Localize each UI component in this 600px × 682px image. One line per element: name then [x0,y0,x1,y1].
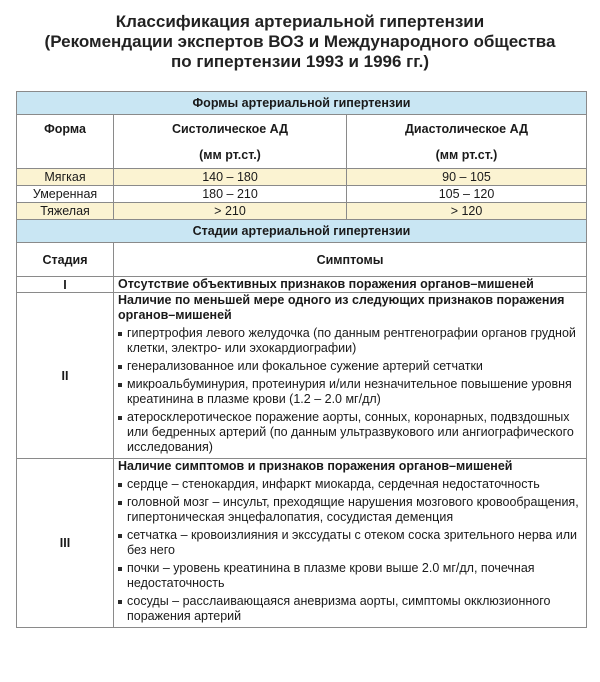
table-row [17,186,587,203]
list-item: головной мозг – инсульт, преходящие нарушения мозгового кровообращения, гипертоническая энцефалопатия, сосудистая деменция [118,495,582,525]
systolic-label: Систолическое АД [171,122,289,136]
diastolic-value: 90 – 105 [347,169,587,186]
forms-section-header: Формы артериальной гипертензии [17,92,587,115]
list-item: сердце – стенокардия, инфаркт миокарда, сердечная недостаточность [118,477,582,492]
systolic-value: 180 – 210 [114,186,347,203]
form-name: Тяжелая [17,203,114,220]
list-item: сосуды – расслаивающаяся аневризма аорты, симптомы окклюзионного поражения артерий [118,594,582,624]
column-header-form: Форма [17,115,114,169]
stage-row [17,277,587,293]
table-row [17,169,587,186]
symptom-list [118,477,582,624]
stage-row [17,293,587,459]
list-item: атеросклеротическое поражение аорты, сонных, коронарных, подвздошных или бедренных артерий (по данным ультразвукового или ангиографического исследования) [118,410,582,455]
list-item: почки – уровень креатинина в плазме крови выше 2.0 мг/дл, почечная недостаточность [118,561,582,591]
column-header-systolic [114,115,347,169]
form-name: Мягкая [17,169,114,186]
systolic-value: 140 – 180 [114,169,347,186]
list-item: генерализованное или фокальное сужение артерий сетчатки [118,359,582,374]
stage-number: I [17,277,114,293]
column-header-stage: Стадия [17,243,114,277]
stage-row [17,459,587,628]
column-header-diastolic [347,115,587,169]
stage-heading: Наличие симптомов и признаков поражения органов–мишеней [118,459,513,473]
title-line-1: Классификация артериальной гипертензии [115,12,485,31]
form-name: Умеренная [17,186,114,203]
table-row [17,203,587,220]
diastolic-value: > 120 [347,203,587,220]
diastolic-value: 105 – 120 [347,186,587,203]
systolic-value: > 210 [114,203,347,220]
stage-symptoms [114,293,587,459]
symptom-list [118,326,582,455]
hypertension-classification-table [16,91,587,628]
title-line-3: по гипертензии 1993 и 1996 гг.) [170,52,429,71]
list-item: гипертрофия левого желудочка (по данным рентгенографии органов грудной клетки, электро- или эхокардиографии) [118,326,582,356]
list-item: сетчатка – кровоизлияния и экссудаты с отеком соска зрительного нерва или без него [118,528,582,558]
stage-number: III [17,459,114,628]
list-item: микроальбуминурия, протеинурия и/или незначительное повышение уровня креатинина в плазме крови (1.2 – 2.0 мг/дл) [118,377,582,407]
stage-heading: Отсутствие объективных признаков поражения органов–мишеней [114,277,587,293]
systolic-unit: (мм рт.ст.) [199,148,261,162]
stage-number: II [17,293,114,459]
column-header-symptoms: Симптомы [114,243,587,277]
stages-section-header: Стадии артериальной гипертензии [17,220,587,243]
stage-heading: Наличие по меньшей мере одного из следующих признаков поражения органов–мишеней [118,293,565,322]
title-line-2: (Рекомендации экспертов ВОЗ и Международного общества [44,32,556,51]
diastolic-unit: (мм рт.ст.) [435,148,498,162]
diastolic-label: Диастолическое АД [405,122,528,136]
stage-symptoms [114,459,587,628]
page-title [0,12,600,72]
